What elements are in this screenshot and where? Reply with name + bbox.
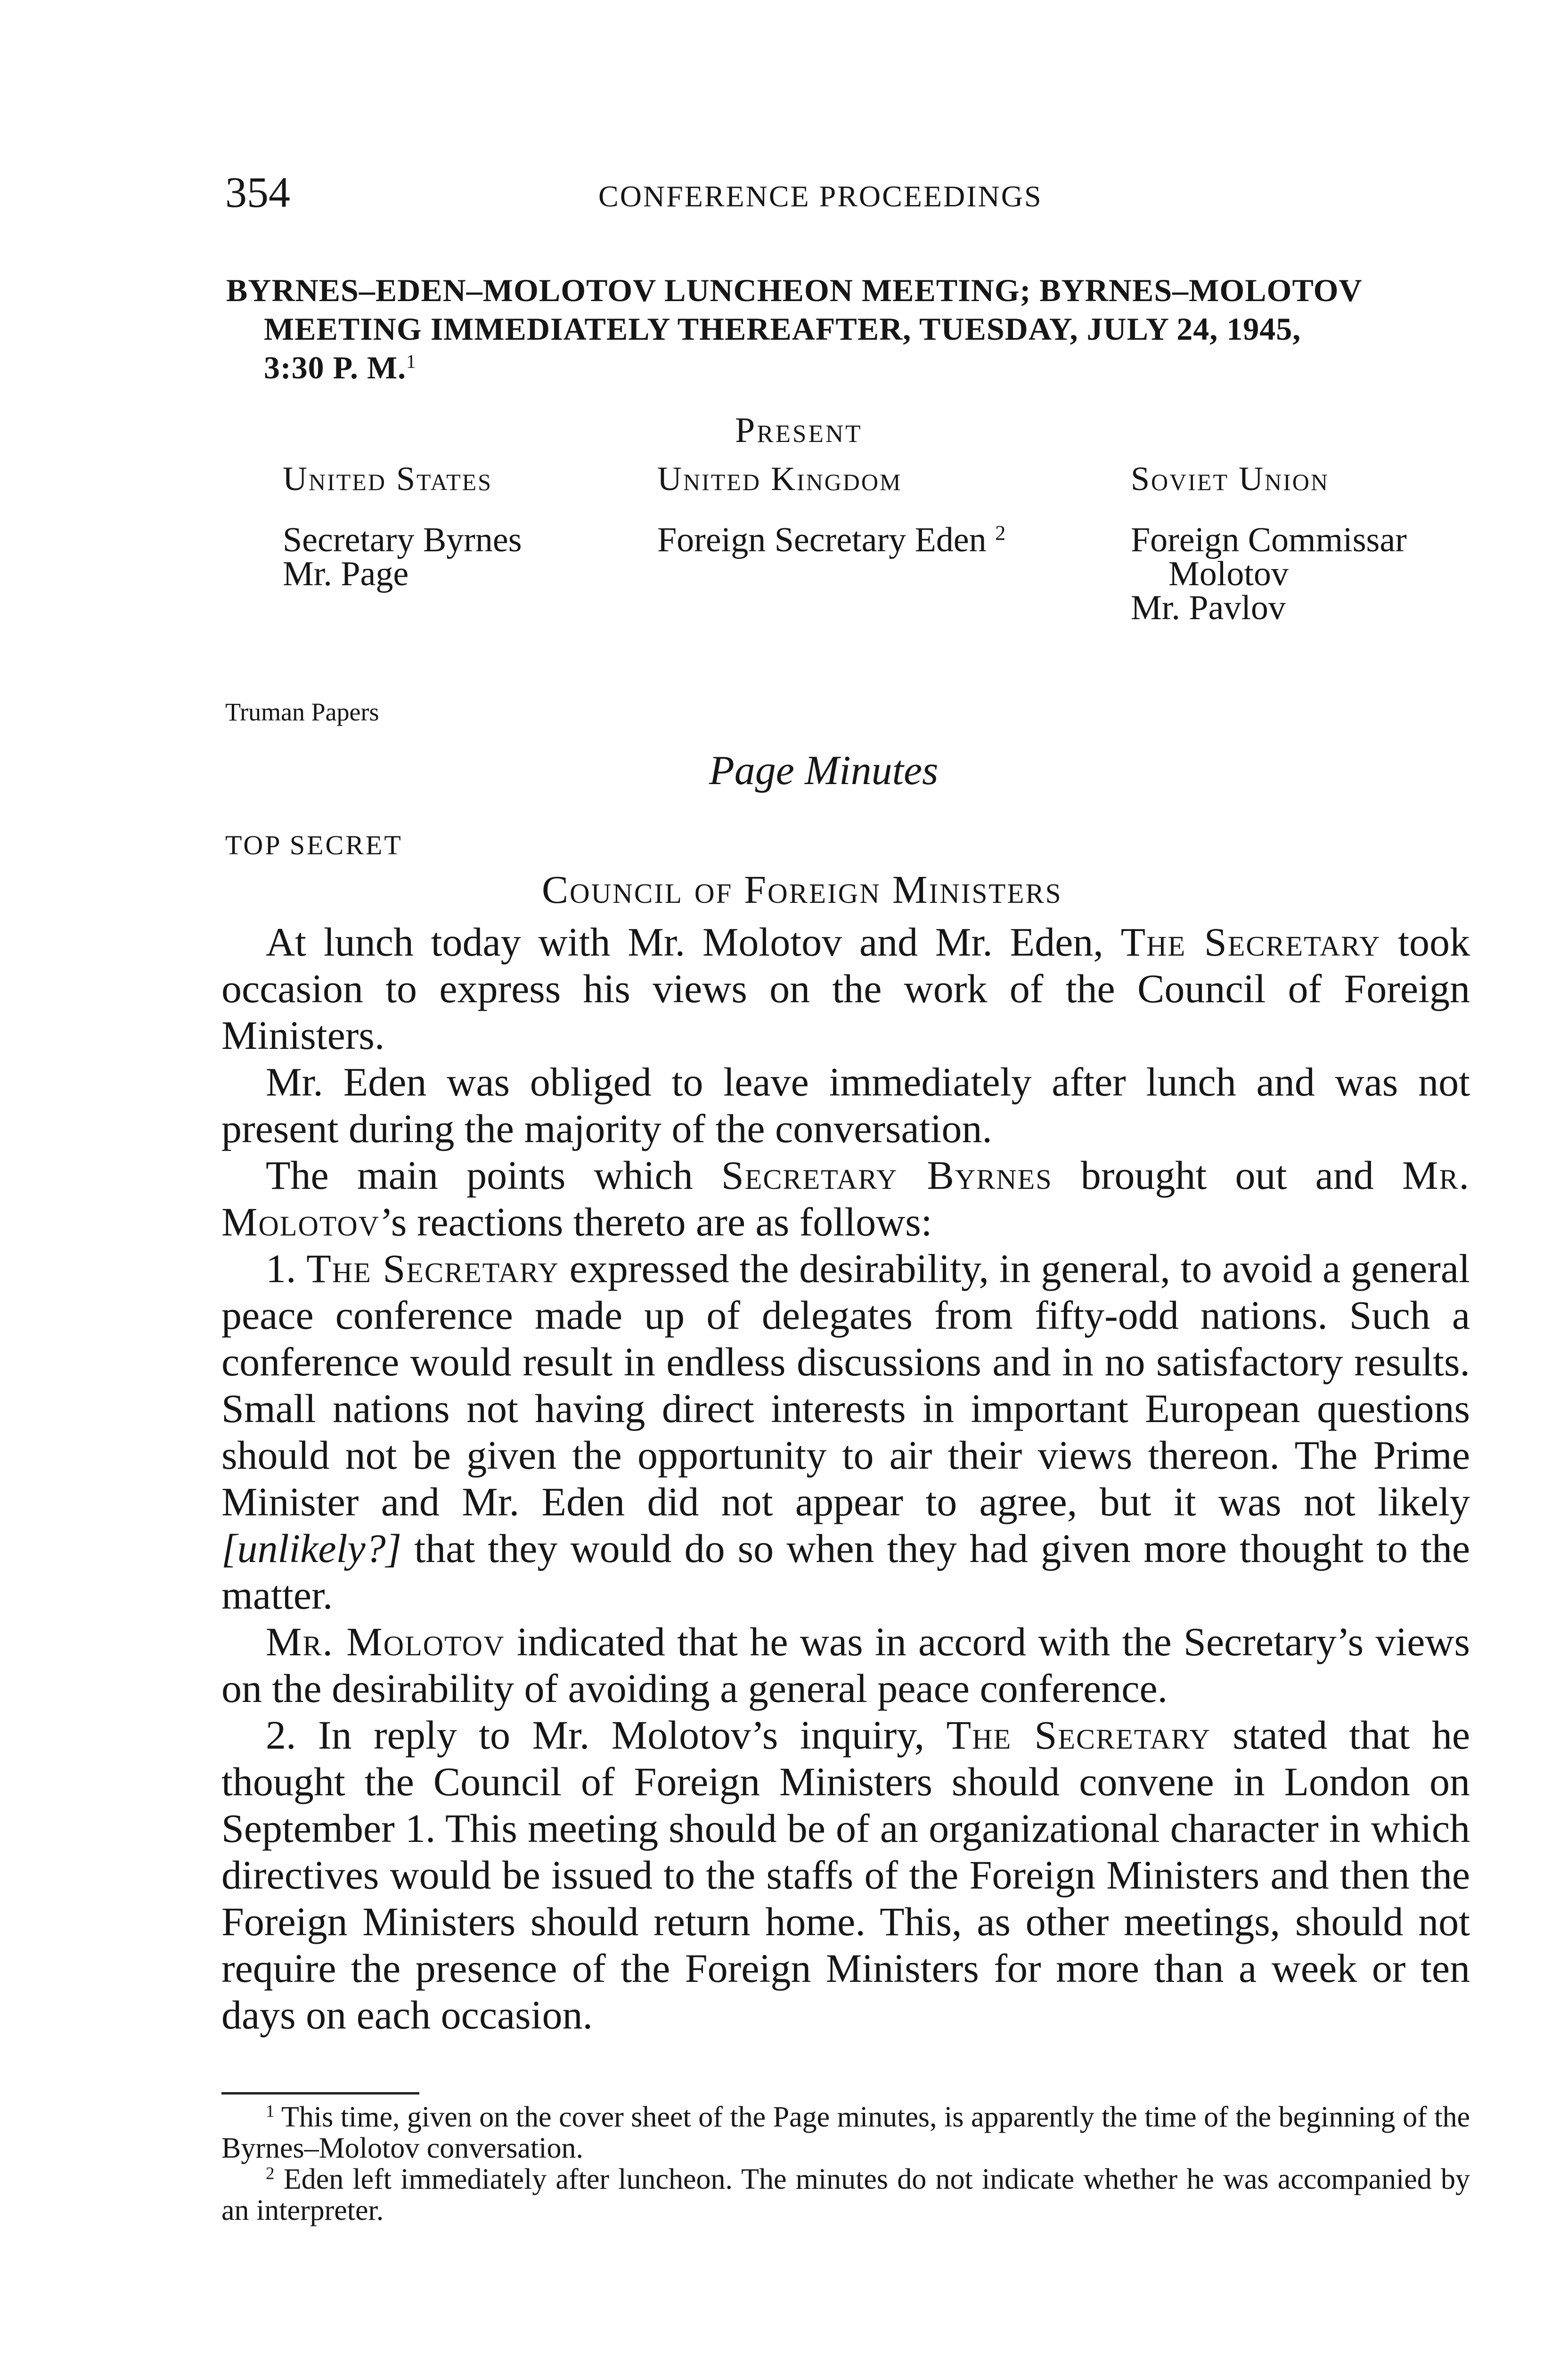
title-time: 3:30 P. M. <box>264 350 407 385</box>
title-line-2: MEETING IMMEDIATELY THEREAFTER, TUESDAY, JULY 24, 1945, <box>264 311 1301 347</box>
page-number: 354 <box>225 168 290 216</box>
attendees-united-states <box>283 462 522 591</box>
footnote-ref-1: 1 <box>406 351 416 372</box>
footnotes <box>221 2102 1470 2226</box>
running-head: CONFERENCE PROCEEDINGS <box>598 180 1043 213</box>
paragraph: Mr. Eden was obliged to leave immediately after lunch and was not present during the majority of the conversation. <box>221 1059 1470 1151</box>
attendee: Secretary Byrnes <box>283 521 522 559</box>
classification-marking: TOP SECRET <box>225 830 403 860</box>
paragraph: 2. In reply to Mr. Molotov’s inquiry, The Secretary stated that he thought the Council of Foreign Ministers should convene in London on September 1. This meeting should be of an organizational character in which directives would be issued to the staffs of the Foreign Ministers and then the Foreign Ministers should return home. This, as other meetings, should not require the presence of the Foreign Ministers for more than a week or ten days on each occasion. <box>221 1712 1470 2037</box>
present-heading: Present <box>735 410 863 450</box>
attendee <box>657 523 1005 557</box>
paragraph: 1. The Secretary expressed the desirability, in general, to avoid a general peace conference made up of delegates from fifty-odd nations. Such a conference would result in endless discussions and in no satisfactory results. Small nations not having direct interests in important European questions should not be given the opportunity to air their views thereon. The Prime Minister and Mr. Eden did not appear to agree, but it was not likely [unlikely?] that they would do so when they had given more thought to the matter. <box>221 1246 1470 1618</box>
attendee-name: Foreign Secretary Eden <box>657 521 987 559</box>
paragraph: The main points which Secretary Byrnes brought out and Mr. Molotov’s reactions thereto are as follows: <box>221 1153 1470 1244</box>
attendee: Mr. Pavlov <box>1131 589 1286 627</box>
footnote-ref-2: 2 <box>995 521 1006 545</box>
attendee: Foreign Commissar <box>1131 521 1407 559</box>
title-line-3 <box>226 348 1498 387</box>
country-heading: United States <box>283 460 492 498</box>
footnote: $^2$ Eden left immediately after luncheon. The minutes do not indicate whether he was accompanied by an interpreter. <box>221 2163 1470 2226</box>
attendees-soviet-union <box>1131 462 1407 625</box>
footnote: $^1$ This time, given on the cover sheet of the Page minutes, is apparently the time of the beginning of the Byrnes–Molotov conversation. <box>221 2101 1470 2164</box>
attendees-united-kingdom <box>657 462 1005 557</box>
source-note: Truman Papers <box>225 698 379 726</box>
paragraph: Mr. Molotov indicated that he was in accord with the Secretary’s views on the desirability of avoiding a general peace conference. <box>221 1619 1470 1711</box>
paragraph: At lunch today with Mr. Molotov and Mr. Eden, The Secretary took occasion to express his views on the work of the Council of Foreign Ministers. <box>221 919 1470 1058</box>
document-title: Page Minutes <box>709 748 939 794</box>
title-line-1: BYRNES–EDEN–MOLOTOV LUNCHEON MEETING; BYRNES–MOLOTOV <box>226 272 1363 308</box>
editorial-insertion: [unlikely?] <box>221 1526 402 1571</box>
country-heading: Soviet Union <box>1131 460 1329 498</box>
attendee: Molotov <box>1168 555 1289 593</box>
meeting-title <box>226 271 1498 387</box>
country-heading: United Kingdom <box>657 460 902 498</box>
minutes-body <box>221 919 1470 2038</box>
subject-heading: Council of Foreign Ministers <box>542 868 1062 912</box>
footnote-rule <box>221 2092 419 2094</box>
attendee: Mr. Page <box>283 555 409 593</box>
